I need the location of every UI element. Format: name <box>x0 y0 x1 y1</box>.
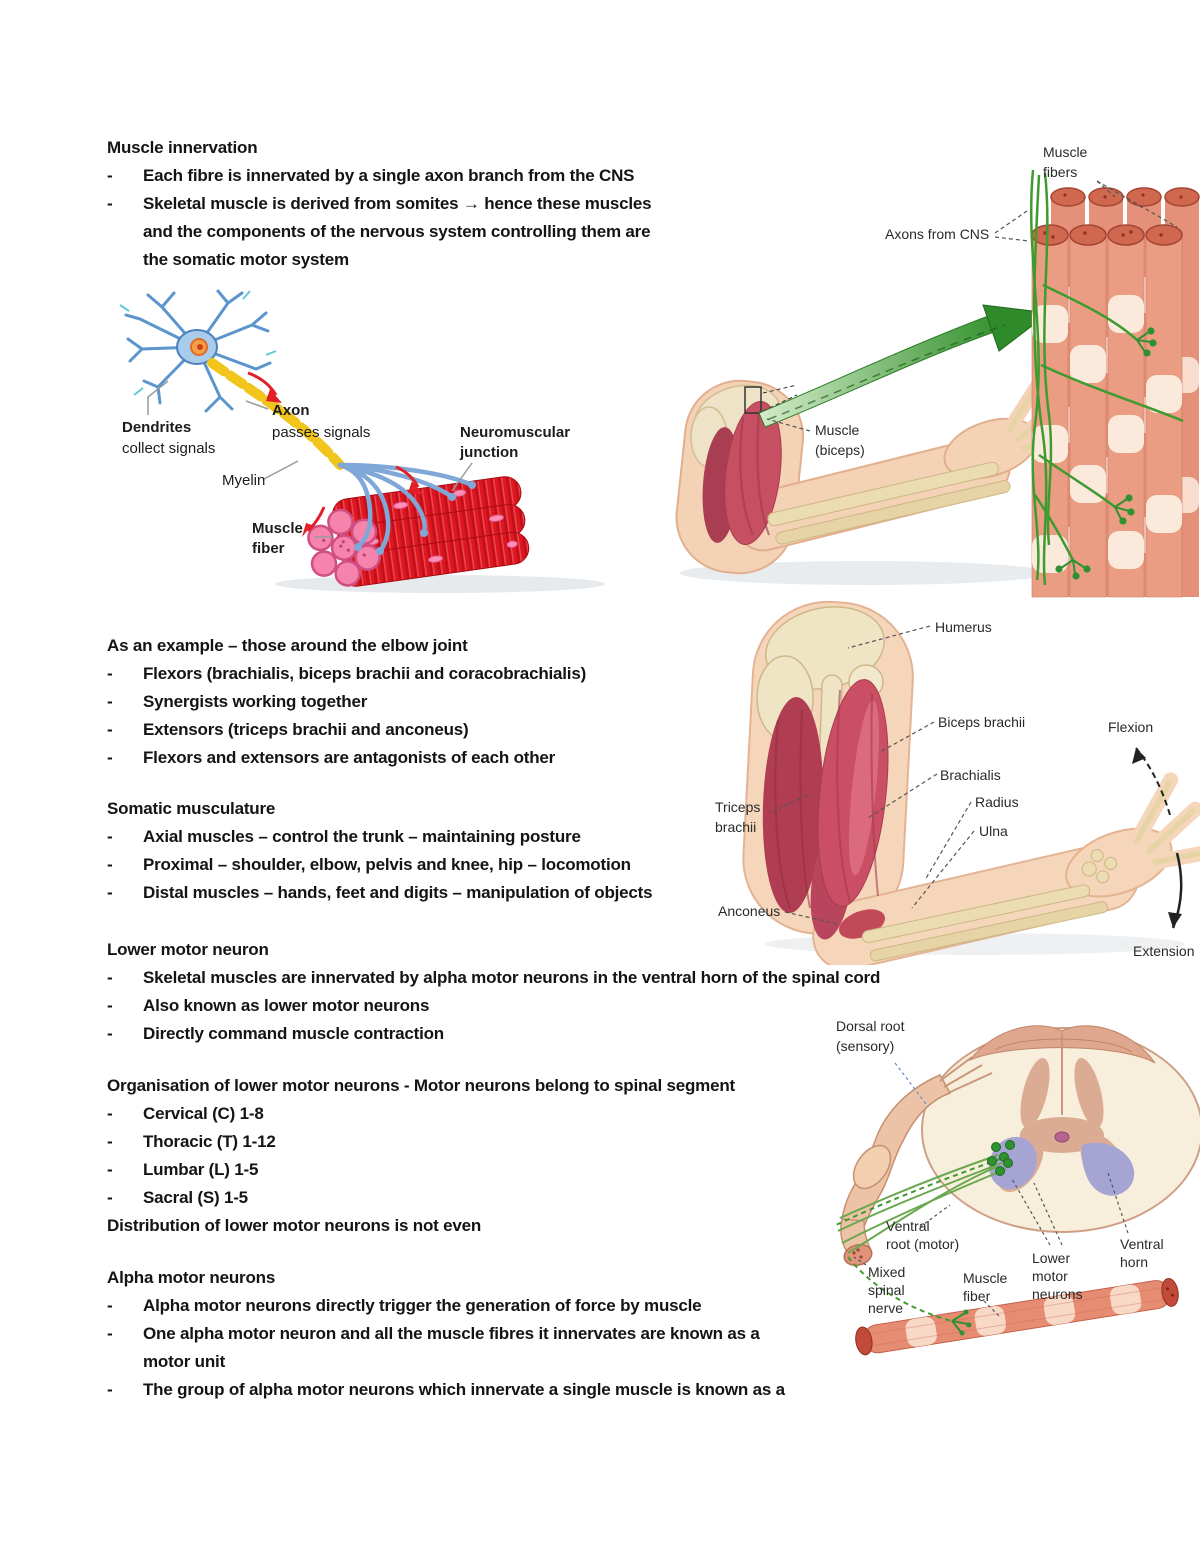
humerus-label: Humerus <box>935 619 992 635</box>
bullet-dash: - <box>107 855 113 874</box>
bullet-dash: - <box>107 720 113 739</box>
bullet-text: The group of alpha motor neurons which innervate a single muscle is known as a <box>143 1380 785 1399</box>
bullet-text: Extensors (triceps brachii and anconeus) <box>143 720 469 739</box>
biceps-brachii-label: Biceps brachii <box>938 714 1026 730</box>
section-heading: Somatic musculature <box>107 799 276 818</box>
bullet-item <box>107 851 727 879</box>
bullet-dash: - <box>107 1104 113 1123</box>
bullet-item <box>107 688 707 716</box>
muscle-fiber-label-line2: fiber <box>252 540 285 557</box>
bullet-item <box>107 716 707 744</box>
lower-motor-neurons-label-line3: neurons <box>1032 1286 1083 1302</box>
section-elbow-example <box>107 632 707 772</box>
bullet-item <box>107 1376 807 1404</box>
bullet-text: Proximal – shoulder, elbow, pelvis and knee, hip – locomotion <box>143 855 631 874</box>
section-alpha-motor-neurons <box>107 1264 807 1404</box>
bullet-item <box>107 1184 807 1212</box>
section-heading: Lower motor neuron <box>107 940 269 959</box>
bullet-dash: - <box>107 692 113 711</box>
bullet-dash: - <box>107 883 113 902</box>
bullet-text: Distal muscles – hands, feet and digits – manipulation of objects <box>143 883 653 902</box>
bullet-text: One alpha motor neuron and all the muscle fibres it innervates are known as a motor unit <box>143 1324 760 1371</box>
anconeus-label: Anconeus <box>718 903 781 919</box>
bullet-item <box>107 1292 807 1320</box>
bullet-text: Directly command muscle contraction <box>143 1024 444 1043</box>
dorsal-root-label-line1: Dorsal root <box>836 1018 905 1034</box>
ventral-root-label-line1: Ventral <box>886 1218 930 1234</box>
bullet-text: Cervical (C) 1-8 <box>143 1104 264 1123</box>
bullet-text: Alpha motor neurons directly trigger the generation of force by muscle <box>143 1296 702 1315</box>
ventral-root-label-line2: root (motor) <box>886 1236 960 1252</box>
bullet-dash: - <box>107 1024 113 1043</box>
ventral-horn-label-line1: Ventral <box>1120 1236 1164 1252</box>
bullet-item <box>107 1100 807 1128</box>
axon-label: Axon <box>272 402 310 419</box>
section-heading: Alpha motor neurons <box>107 1268 276 1287</box>
bullet-item <box>107 1156 807 1184</box>
bullet-text: Skeletal muscles are innervated by alpha motor neurons in the ventral horn of the spinal cord <box>143 968 881 987</box>
bullet-dash: - <box>107 194 113 213</box>
muscle-fibers-bundle <box>1032 188 1199 597</box>
central-canal <box>1055 1132 1069 1142</box>
bullet-item <box>107 744 707 772</box>
neuron-nucleolus <box>197 344 203 350</box>
neuromuscular-junction-label-line1: Neuromuscular <box>460 424 571 441</box>
figure-shadow <box>275 575 605 593</box>
triceps-label-line2: brachii <box>715 819 757 835</box>
muscle-fiber-label-line1: Muscle <box>252 520 303 537</box>
muscle-biceps-label-line1: Muscle <box>815 422 860 438</box>
muscle-fibers-label-line2: fibers <box>1043 164 1078 180</box>
bullet-dash: - <box>107 1380 113 1399</box>
bullet-text: Synergists working together <box>143 692 368 711</box>
triceps-label-line1: Triceps <box>715 799 761 815</box>
bullet-text: Each fibre is innervated by a single axon branch from the CNS <box>143 166 635 185</box>
section-organisation <box>107 1072 807 1240</box>
muscle-biceps-label-line2: (biceps) <box>815 442 865 458</box>
zoom-arrow <box>759 305 1049 427</box>
neuromuscular-junction-label-line2: junction <box>460 444 519 461</box>
bullet-dash: - <box>107 1160 113 1179</box>
bullet-dash: - <box>107 664 113 683</box>
bullet-item <box>107 190 672 274</box>
bullet-item <box>107 1128 807 1156</box>
lower-motor-neurons-label-line2: motor <box>1032 1268 1068 1284</box>
flexion-label: Flexion <box>1108 719 1154 735</box>
radius-label: Radius <box>975 794 1019 810</box>
spinal-cord-figure <box>820 1005 1200 1405</box>
mixed-nerve-label-line2: spinal <box>868 1282 905 1298</box>
arm-illustration <box>671 375 1076 579</box>
bullet-text: Skeletal muscle is derived from somites → hence these muscles and the components of the nervous system controlling them are the somatic motor system <box>143 194 652 269</box>
bullet-text: Sacral (S) 1-5 <box>143 1188 248 1207</box>
bullet-item <box>107 162 672 190</box>
bullet-dash: - <box>107 1188 113 1207</box>
ventral-horn-label-line2: horn <box>1120 1254 1149 1270</box>
section-somatic-musculature <box>107 795 727 907</box>
bullet-text: Flexors (brachialis, biceps brachii and coracobrachialis) <box>143 664 587 683</box>
bullet-dash: - <box>107 748 113 767</box>
bullet-text: Also known as lower motor neurons <box>143 996 430 1015</box>
mixed-nerve-label-line1: Mixed <box>868 1264 906 1280</box>
section-heading: Organisation of lower motor neurons - Motor neurons belong to spinal segment <box>107 1076 735 1095</box>
bullet-dash: - <box>107 1132 113 1151</box>
muscle-fibers-label-line1: Muscle <box>1043 144 1088 160</box>
bullet-dash: - <box>107 166 113 185</box>
muscle-fiber-label-line1: Muscle <box>963 1270 1008 1286</box>
muscle-fiber-label-line2: fiber <box>963 1288 991 1304</box>
bullet-item <box>107 1320 807 1376</box>
brachialis-label: Brachialis <box>940 767 1001 783</box>
mixed-nerve-label-line3: nerve <box>868 1300 904 1316</box>
bullet-item <box>107 823 727 851</box>
bullet-item <box>107 879 727 907</box>
bullet-dash: - <box>107 827 113 846</box>
bullet-dash: - <box>107 968 113 987</box>
bullet-item <box>107 964 947 992</box>
bullet-text: Thoracic (T) 1-12 <box>143 1132 276 1151</box>
axon-sublabel: passes signals <box>272 424 371 441</box>
elbow-joint-figure <box>690 590 1200 965</box>
dendrites-sublabel: collect signals <box>122 440 216 457</box>
bullet-text: Lumbar (L) 1-5 <box>143 1160 259 1179</box>
section-heading: As an example – those around the elbow joint <box>107 636 468 655</box>
bullet-dash: - <box>107 1296 113 1315</box>
bullet-text: Axial muscles – control the trunk – maintaining posture <box>143 827 581 846</box>
myelin-label: Myelin <box>222 472 266 489</box>
lower-motor-neurons-label-line1: Lower <box>1032 1250 1071 1266</box>
neuron-muscle-figure <box>100 285 610 595</box>
spinal-cord-cross-section <box>922 1026 1200 1232</box>
bullet-item <box>107 660 707 688</box>
bullet-dash: - <box>107 996 113 1015</box>
axons-from-cns-label: Axons from CNS <box>885 226 990 242</box>
ulna-label: Ulna <box>979 823 1008 839</box>
dendrites-label: Dendrites <box>122 419 192 436</box>
dorsal-root-label-line2: (sensory) <box>836 1038 895 1054</box>
arm-muscle-fibers-figure <box>645 135 1200 600</box>
extension-label: Extension <box>1133 943 1195 959</box>
bullet-text: Flexors and extensors are antagonists of each other <box>143 748 556 767</box>
section-muscle-innervation <box>107 134 672 274</box>
section-heading: Muscle innervation <box>107 138 258 157</box>
section-footer-text: Distribution of lower motor neurons is not even <box>107 1216 482 1235</box>
bullet-dash: - <box>107 1324 113 1343</box>
